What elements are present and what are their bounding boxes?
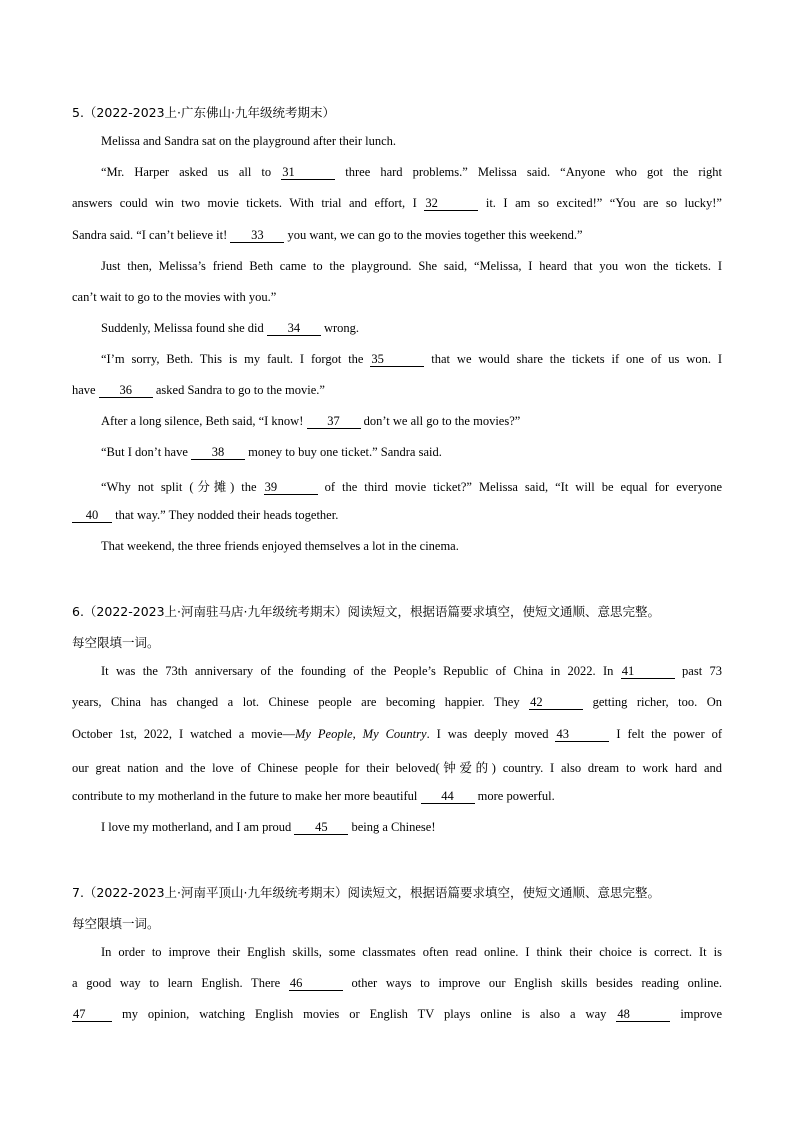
text-line: “Mr. Harper asked us all to 31 three hard problems.” Melissa said. “Anyone who got the right xyxy=(101,165,722,179)
answer-blank[interactable]: 32 xyxy=(424,197,478,211)
text-line: years, China has changed a lot. Chinese people are becoming happier. They 42 getting richer, too. On xyxy=(72,695,722,709)
answer-blank[interactable]: 44 xyxy=(421,790,475,804)
answer-blank[interactable]: 47 xyxy=(72,1008,112,1022)
answer-blank[interactable]: 38 xyxy=(191,446,245,460)
text-line: Melissa and Sandra sat on the playground after their lunch. xyxy=(101,134,397,148)
answer-blank[interactable]: 36 xyxy=(99,384,153,398)
question-header: 7.（2022-2023上·河南平顶山·九年级统考期末）阅读短文，根据语篇要求填空，使短文通顺、意思完整。 xyxy=(72,885,661,900)
text-line: “I’m sorry, Beth. This is my fault. I forgot the 35 that we would share the tickets if one of us won. I xyxy=(101,352,722,366)
answer-blank[interactable]: 33 xyxy=(230,229,284,243)
answer-blank[interactable]: 39 xyxy=(264,481,318,495)
text-line: After a long silence, Beth said, “I know! 37 don’t we all go to the movies?” xyxy=(101,414,521,428)
text-line: “But I don’t have 38 money to buy one ticket.” Sandra said. xyxy=(101,445,442,459)
text-line: 40 that way.” They nodded their heads together. xyxy=(72,508,338,523)
text-line: have 36 asked Sandra to go to the movie.” xyxy=(72,383,325,397)
question-header: 5.（2022-2023上·广东佛山·九年级统考期末） xyxy=(72,105,336,120)
text-line: 47 my opinion, watching English movies or English TV plays online is also a way 48 improve xyxy=(73,1007,722,1021)
answer-blank[interactable]: 46 xyxy=(289,977,343,991)
text-line: That weekend, the three friends enjoyed themselves a lot in the cinema. xyxy=(101,539,459,553)
text-line: Just then, Melissa’s friend Beth came to the playground. She said, “Melissa, I heard that you won the tickets. I xyxy=(101,259,722,273)
answer-blank[interactable]: 34 xyxy=(267,322,321,336)
text-line: a good way to learn English. There 46 other ways to improve our English skills besides reading online. xyxy=(72,976,722,990)
answer-blank[interactable]: 48 xyxy=(616,1008,670,1022)
text-line: contribute to my motherland in the future to make her more beautiful 44 more powerful. xyxy=(72,789,555,803)
text-line: Sandra said. “I can’t believe it! 33 you want, we can go to the movies together this weekend.” xyxy=(72,228,583,242)
answer-blank[interactable]: 31 xyxy=(281,166,335,180)
text-line: Suddenly, Melissa found she did 34 wrong. xyxy=(101,321,360,335)
answer-blank[interactable]: 35 xyxy=(370,353,424,367)
question-header-note: 每空限填一词。 xyxy=(72,916,160,931)
text-line: “Why not split (分摊) the 39 of the third movie ticket?” Melissa said, “It will be equal for everyone xyxy=(101,480,722,494)
answer-blank[interactable]: 40 xyxy=(72,509,112,523)
question-header-note: 每空限填一词。 xyxy=(72,635,160,650)
answer-blank[interactable]: 42 xyxy=(529,696,583,710)
answer-blank[interactable]: 45 xyxy=(294,821,348,835)
answer-blank[interactable]: 37 xyxy=(307,415,361,429)
text-line: It was the 73th anniversary of the founding of the People’s Republic of China in 2022. In 41 past 73 xyxy=(101,664,722,678)
text-line: I love my motherland, and I am proud 45 being a Chinese! xyxy=(101,820,436,834)
text-line: can’t wait to go to the movies with you.” xyxy=(72,290,277,304)
text-line: answers could win two movie tickets. With trial and effort, I 32 it. I am so excited!” “You are so lucky!” xyxy=(72,196,722,210)
text-line: our great nation and the love of Chinese people for their beloved(钟爱的) country. I also dream to work hard and xyxy=(72,761,722,775)
text-line: In order to improve their English skills, some classmates often read online. I think their choice is correct. It is xyxy=(101,945,722,959)
question-header: 6.（2022-2023上·河南驻马店·九年级统考期末）阅读短文，根据语篇要求填空，使短文通顺、意思完整。 xyxy=(72,604,661,619)
movie-title: My People, My Country xyxy=(294,727,427,741)
answer-blank[interactable]: 41 xyxy=(621,665,675,679)
answer-blank[interactable]: 43 xyxy=(555,728,609,742)
text-line: October 1st, 2022, I watched a movie—My People, My Country. I was deeply moved 43 I felt the power of xyxy=(72,727,722,741)
